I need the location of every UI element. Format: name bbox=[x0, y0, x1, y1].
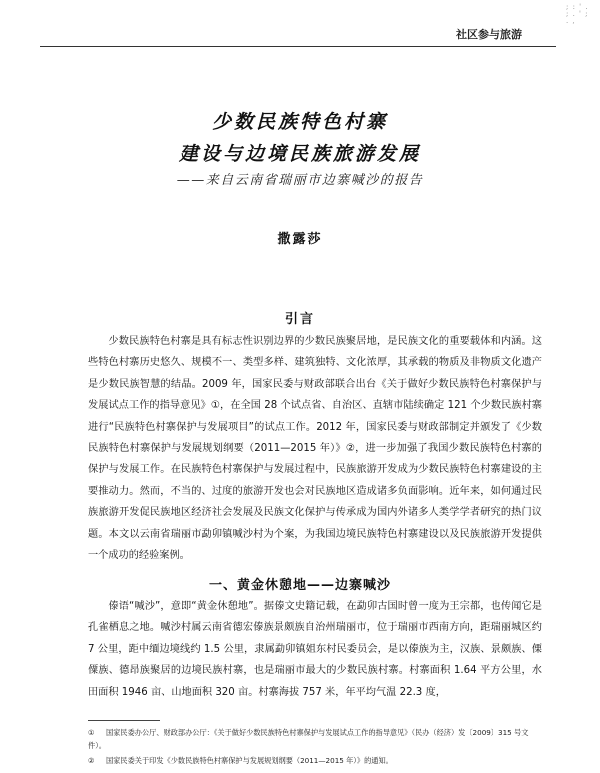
footnote-1-mark: ① bbox=[88, 728, 95, 737]
footnote-1-text: 国家民委办公厅、财政部办公厅：《关于做好少数民族特色村寨保护与发展试点工作的指导意见》（民办（经济）发〔2009〕315 号文件）。 bbox=[88, 728, 529, 750]
section-1-paragraph: 傣语“喊沙”，意即“黄金休憩地”。据傣文史籍记载，在勐卯古国时曾一度为王宗都，也传闻它是孔雀栖息之地。喊沙村属云南省德宏傣族景颇族自治州瑞丽市，位于瑞丽市西南方向，距瑞丽城区约 7 公里，距中缅边境线约 1.5 公里，隶属勐卯镇姐东村民委员会，是以傣族为主，汉族、景颇族、傈僳族、德昂族聚居的边境民族村寨，也是瑞丽市最大的少数民族村寨。村寨面积 1.64 平方公里，水田面积 1946 亩、山地面积 320 亩。村寨海拔 757 米，年平均气温 22.3 度， bbox=[88, 601, 542, 698]
author-name: 撒露莎 bbox=[277, 232, 323, 247]
section-1-heading: 一、黄金休憩地——边寨喊沙 bbox=[208, 578, 391, 593]
article-title-line-1: 少数民族特色村寨 bbox=[211, 111, 388, 133]
corner-scan-marks: ; : ' . ; . ' ; . , bbox=[566, 3, 589, 25]
article-subtitle: ——来自云南省瑞丽市边寨喊沙的报告 bbox=[176, 173, 424, 188]
footnote-2-text: 国家民委关于印发《少数民族特色村寨保护与发展规划纲要（2011—2015 年）》的通知。 bbox=[106, 756, 393, 765]
footnote-rule bbox=[88, 720, 160, 721]
footnotes bbox=[88, 726, 544, 769]
footnote-2 bbox=[88, 754, 544, 767]
header-rule bbox=[40, 46, 556, 47]
article-title-line-2: 建设与边境民族旅游发展 bbox=[178, 143, 421, 165]
intro-heading: 引言 bbox=[284, 312, 315, 327]
title-block bbox=[0, 106, 600, 192]
footnote-1 bbox=[88, 726, 544, 752]
running-header-section-label: 社区参与旅游 bbox=[456, 28, 522, 41]
footnote-2-mark: ② bbox=[88, 756, 95, 765]
intro-paragraph: 少数民族特色村寨是具有标志性识别边界的少数民族聚居地，是民族文化的重要载体和内涵。这些特色村寨历史悠久、规模不一、类型多样、建筑独特、文化浓厚，其承载的物质及非物质文化遗产是少数民族智慧的结晶。2009 年，国家民委与财政部联合出台《关于做好少数民族特色村寨保护与发展试点工作的指导意见》①，在全国 28 个试点省、自治区、直辖市陆续确定 121 个少数民族村寨进行“民族特色村寨保护与发展项目”的试点工作。2012 年，国家民委与财政部制定并颁发了《少数民族特色村寨保护与发展规划纲要（2011—2015 年）》②，进一步加强了我国少数民族特色村寨的保护与发展工作。在民族特色村寨保护与发展过程中，民族旅游开发成为少数民族特色村寨建设的主要推动力。然而，不当的、过度的旅游开发也会对民族地区造成诸多负面影响。近年来，如何通过民族旅游开发促民族地区经济社会发展及民族文化保护与传承成为国内外诸多人类学学者研究的热门议题。本文以云南省瑞丽市勐卯镇喊沙村为个案，为我国边境民族特色村寨建设以及民族旅游开发提供一个成功的经验案例。 bbox=[88, 336, 542, 562]
